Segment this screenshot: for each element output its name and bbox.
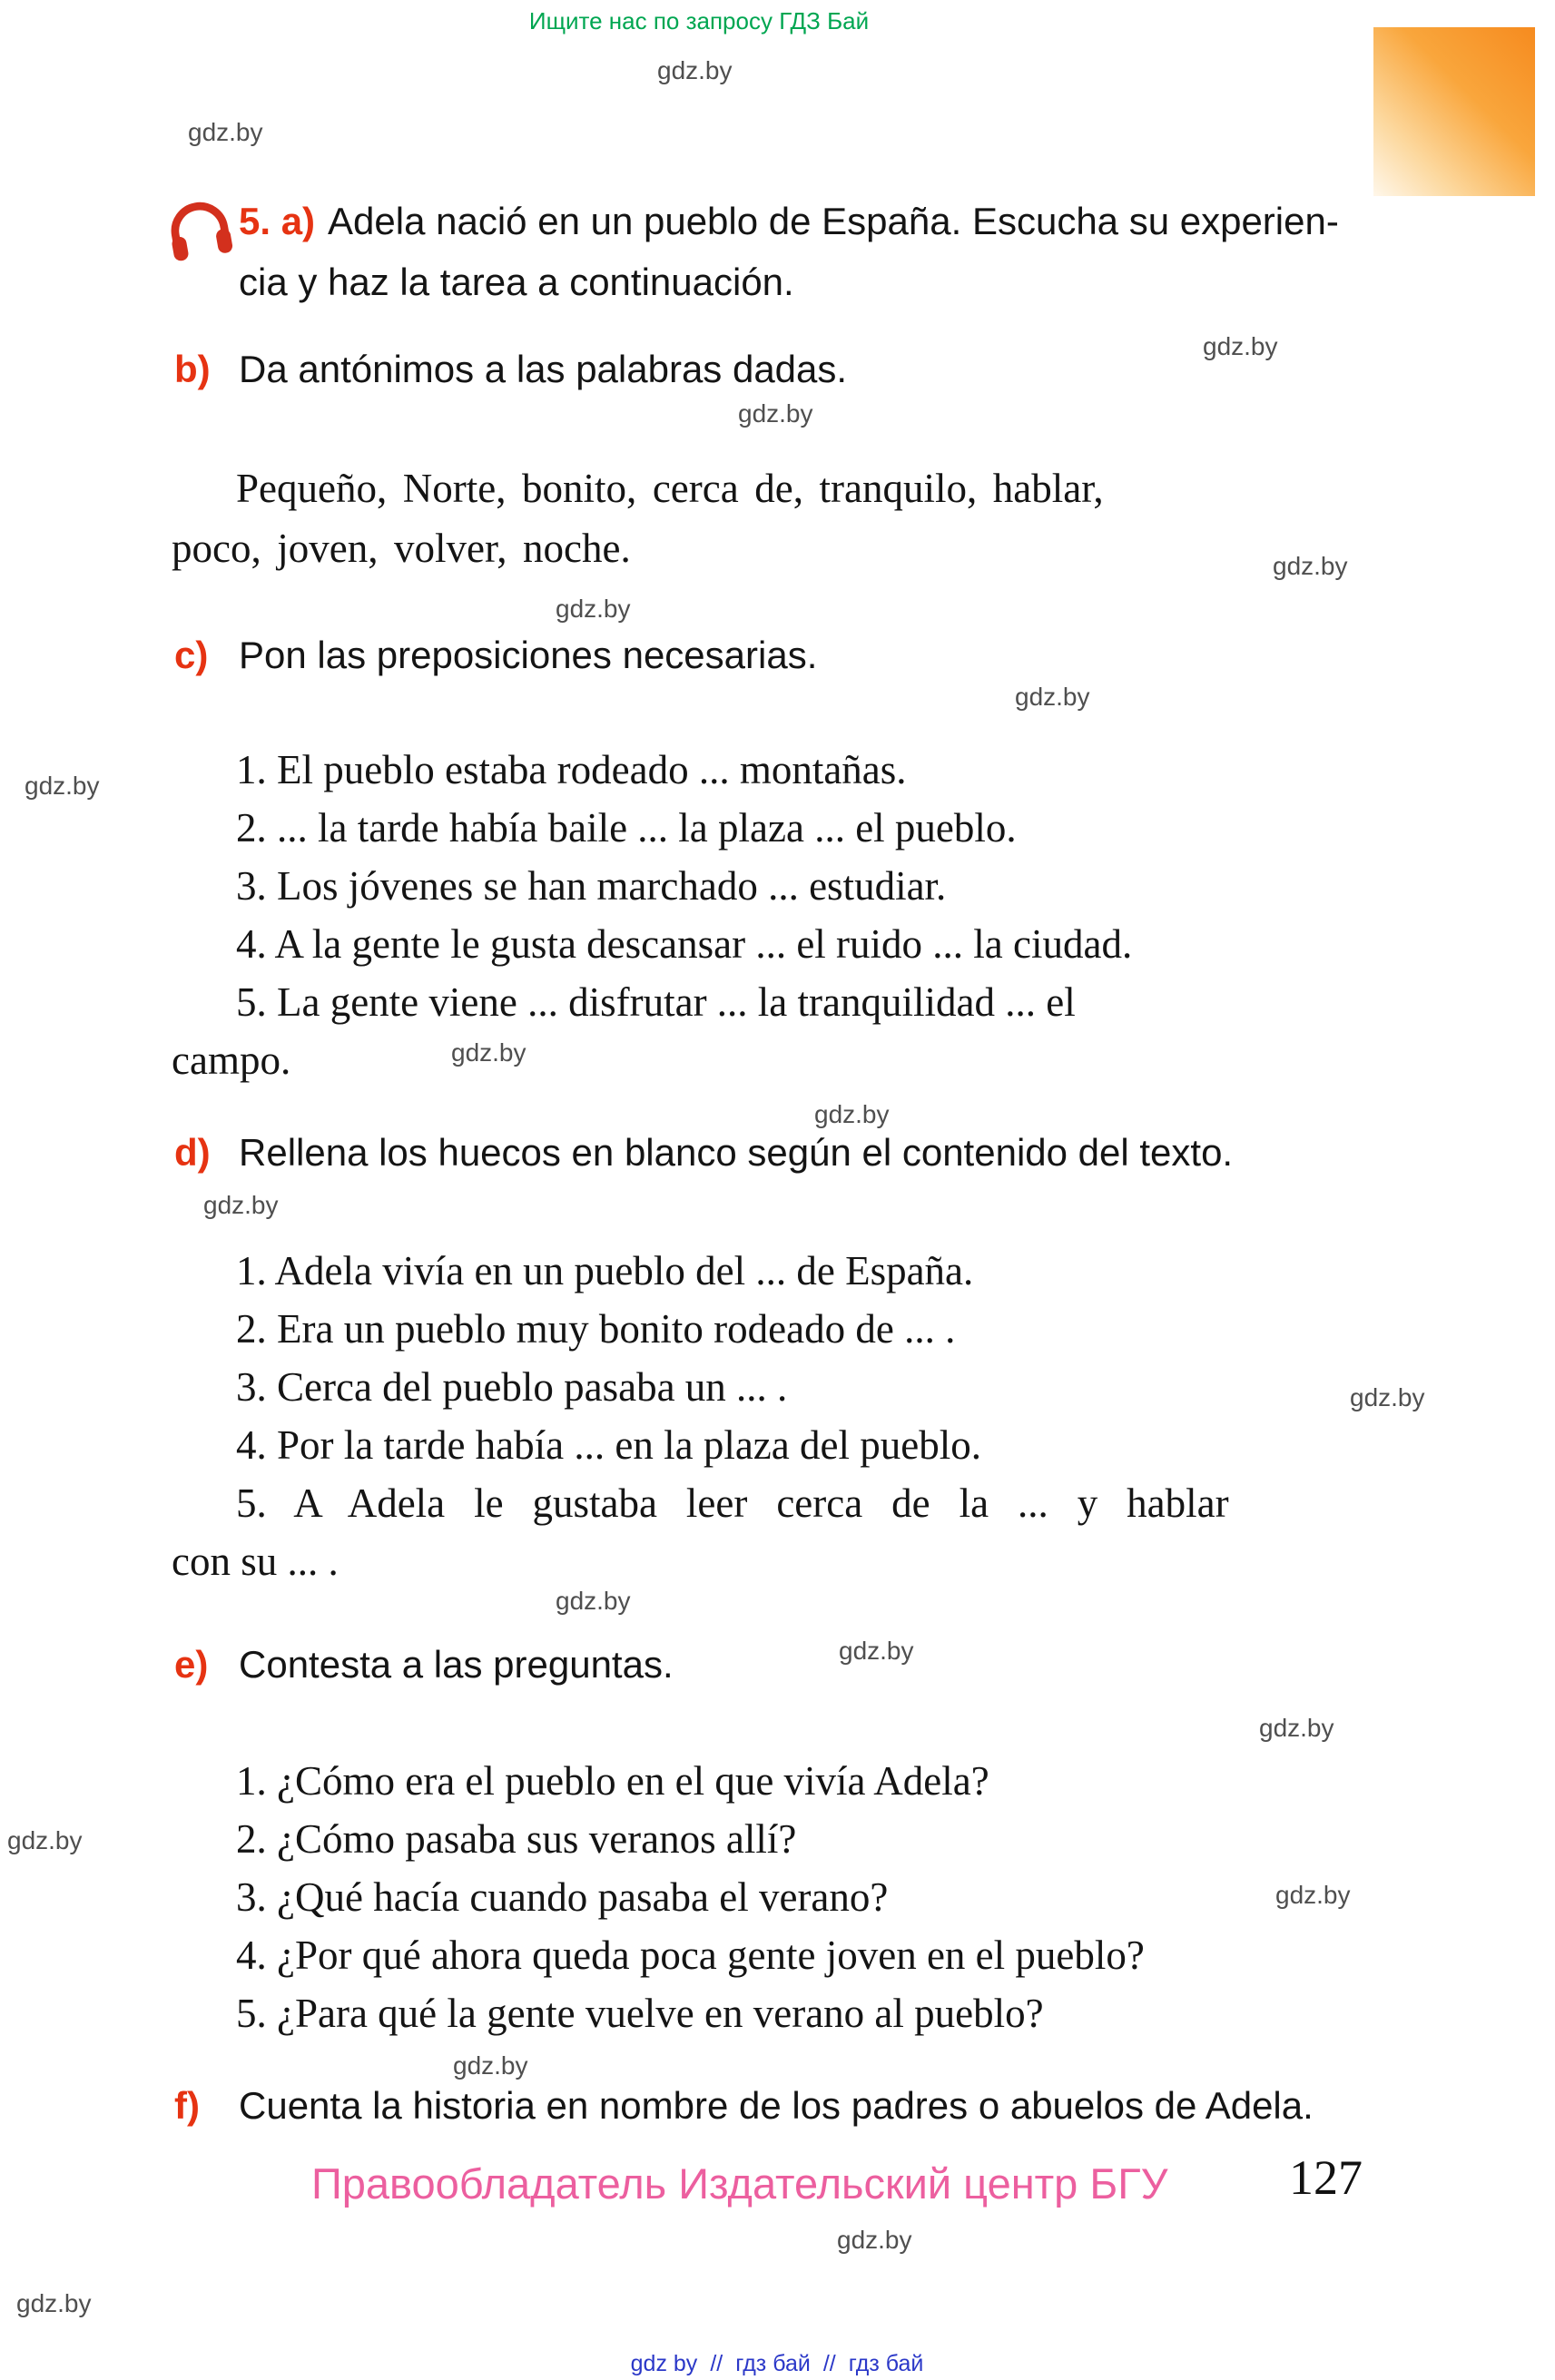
bottom-links: [631, 2351, 924, 2377]
gdz-watermark: gdz.by: [814, 1100, 890, 1128]
gdz-watermark: gdz.by: [16, 2289, 92, 2317]
gdz-watermark: gdz.by: [657, 56, 733, 84]
gdz-watermark: gdz.by: [1275, 1881, 1351, 1909]
part-c-list: [172, 741, 1442, 1089]
text-line: [239, 191, 1401, 251]
part-e-instruction: Contesta a las preguntas.: [239, 1643, 674, 1686]
list-item-line: 5. La gente viene ... disfrutar ... la tranquilidad ... el: [236, 979, 1076, 1025]
gdz-watermark: gdz.by: [1203, 332, 1278, 360]
list-item-line: 1. El pueblo estaba rodeado ... montañas.: [236, 747, 907, 792]
link-gdz-by[interactable]: gdz by: [630, 2351, 698, 2376]
headphones-icon: [161, 189, 240, 272]
gdz-watermark: gdz.by: [25, 772, 100, 800]
part-d-label: d): [174, 1131, 211, 1174]
list-item-line: 2. ... la tarde había baile ... la plaza ... el pueblo.: [236, 805, 1017, 851]
gdz-watermark: gdz.by: [1350, 1383, 1425, 1411]
list-item-line: 2. Era un pueblo muy bonito rodeado de ... .: [236, 1306, 956, 1352]
link-gdz-bai-2[interactable]: гдз бай: [848, 2351, 924, 2376]
text-line: Pequeño, Norte, bonito, cerca de, tranquilo, hablar,: [236, 466, 1104, 511]
part-e-label: e): [174, 1643, 209, 1686]
part-a-label: 5. a): [239, 200, 316, 242]
part-d-instruction: Rellena los huecos en blanco según el contenido del texto.: [239, 1131, 1234, 1174]
part-e-list: [172, 1752, 1442, 2042]
list-item-line: 4. Por la tarde había ... en la plaza del pueblo.: [236, 1422, 981, 1468]
gdz-watermark: gdz.by: [556, 595, 631, 623]
list-item-line: 1. Adela vivía en un pueblo del ... de España.: [236, 1248, 974, 1293]
gdz-watermark: gdz.by: [1259, 1714, 1334, 1742]
list-item-line: campo.: [172, 1038, 291, 1083]
gdz-watermark: gdz.by: [453, 2051, 528, 2080]
part-a: [239, 191, 1401, 312]
list-item-line: 3. ¿Qué hacía cuando pasaba el verano?: [236, 1874, 889, 1920]
orange-corner-decoration: [1373, 27, 1535, 196]
list-item-line: 4. ¿Por qué ahora queda poca gente joven en el pueblo?: [236, 1933, 1145, 1978]
gdz-watermark: gdz.by: [1015, 683, 1090, 711]
gdz-watermark: gdz.by: [1273, 552, 1348, 580]
list-item-line: 5. A Adela le gustaba leer cerca de la ... y hablar: [236, 1480, 1229, 1526]
gdz-watermark: gdz.by: [837, 2226, 912, 2254]
gdz-watermark: gdz.by: [7, 1826, 83, 1854]
list-item-line: 3. Cerca del pueblo pasaba un ... .: [236, 1364, 788, 1410]
gdz-watermark: gdz.by: [188, 118, 263, 146]
gdz-watermark: gdz.by: [839, 1637, 914, 1665]
part-b-label: b): [174, 348, 211, 390]
top-banner-text: Ищите нас по запросу ГДЗ Бай: [528, 7, 870, 34]
part-f-instruction: Cuenta la historia en nombre de los padres o abuelos de Adela.: [239, 2084, 1314, 2127]
list-item-line: 3. Los jóvenes se han marchado ... estudiar.: [236, 863, 947, 909]
gdz-watermark: gdz.by: [451, 1038, 527, 1067]
gdz-watermark: gdz.by: [738, 399, 813, 428]
gdz-watermark: gdz.by: [203, 1191, 279, 1219]
gdz-watermark: gdz.by: [556, 1587, 631, 1615]
page-number: 127: [1289, 2150, 1363, 2205]
link-gdz-bai-1[interactable]: гдз бай: [735, 2351, 811, 2376]
part-b-words: [172, 458, 1442, 578]
list-item-line: 5. ¿Para qué la gente vuelve en verano al pueblo?: [236, 1991, 1044, 2036]
link-separator: //: [822, 2351, 836, 2376]
list-item-line: con su ... .: [172, 1539, 339, 1584]
part-a-line-1: Adela nació en un pueblo de España. Escucha su experien-: [328, 200, 1339, 242]
part-c-instruction: Pon las preposiciones necesarias.: [239, 634, 818, 676]
link-separator: //: [710, 2351, 723, 2376]
part-d-list: [172, 1242, 1442, 1590]
part-b-instruction: Da antónimos a las palabras dadas.: [239, 348, 848, 390]
part-f-label: f): [174, 2084, 200, 2127]
list-item-line: 4. A la gente le gusta descansar ... el ruido ... la ciudad.: [236, 921, 1133, 967]
list-item-line: 2. ¿Cómo pasaba sus veranos allí?: [236, 1816, 797, 1862]
text-line: poco, joven, volver, noche.: [172, 526, 631, 571]
list-item-line: 1. ¿Cómo era el pueblo en el que vivía Adela?: [236, 1758, 989, 1804]
part-c-label: c): [174, 634, 209, 676]
part-a-line-2: cia y haz la tarea a continuación.: [239, 261, 794, 303]
publisher-line: Правообладатель Издательский центр БГУ: [311, 2159, 1168, 2208]
